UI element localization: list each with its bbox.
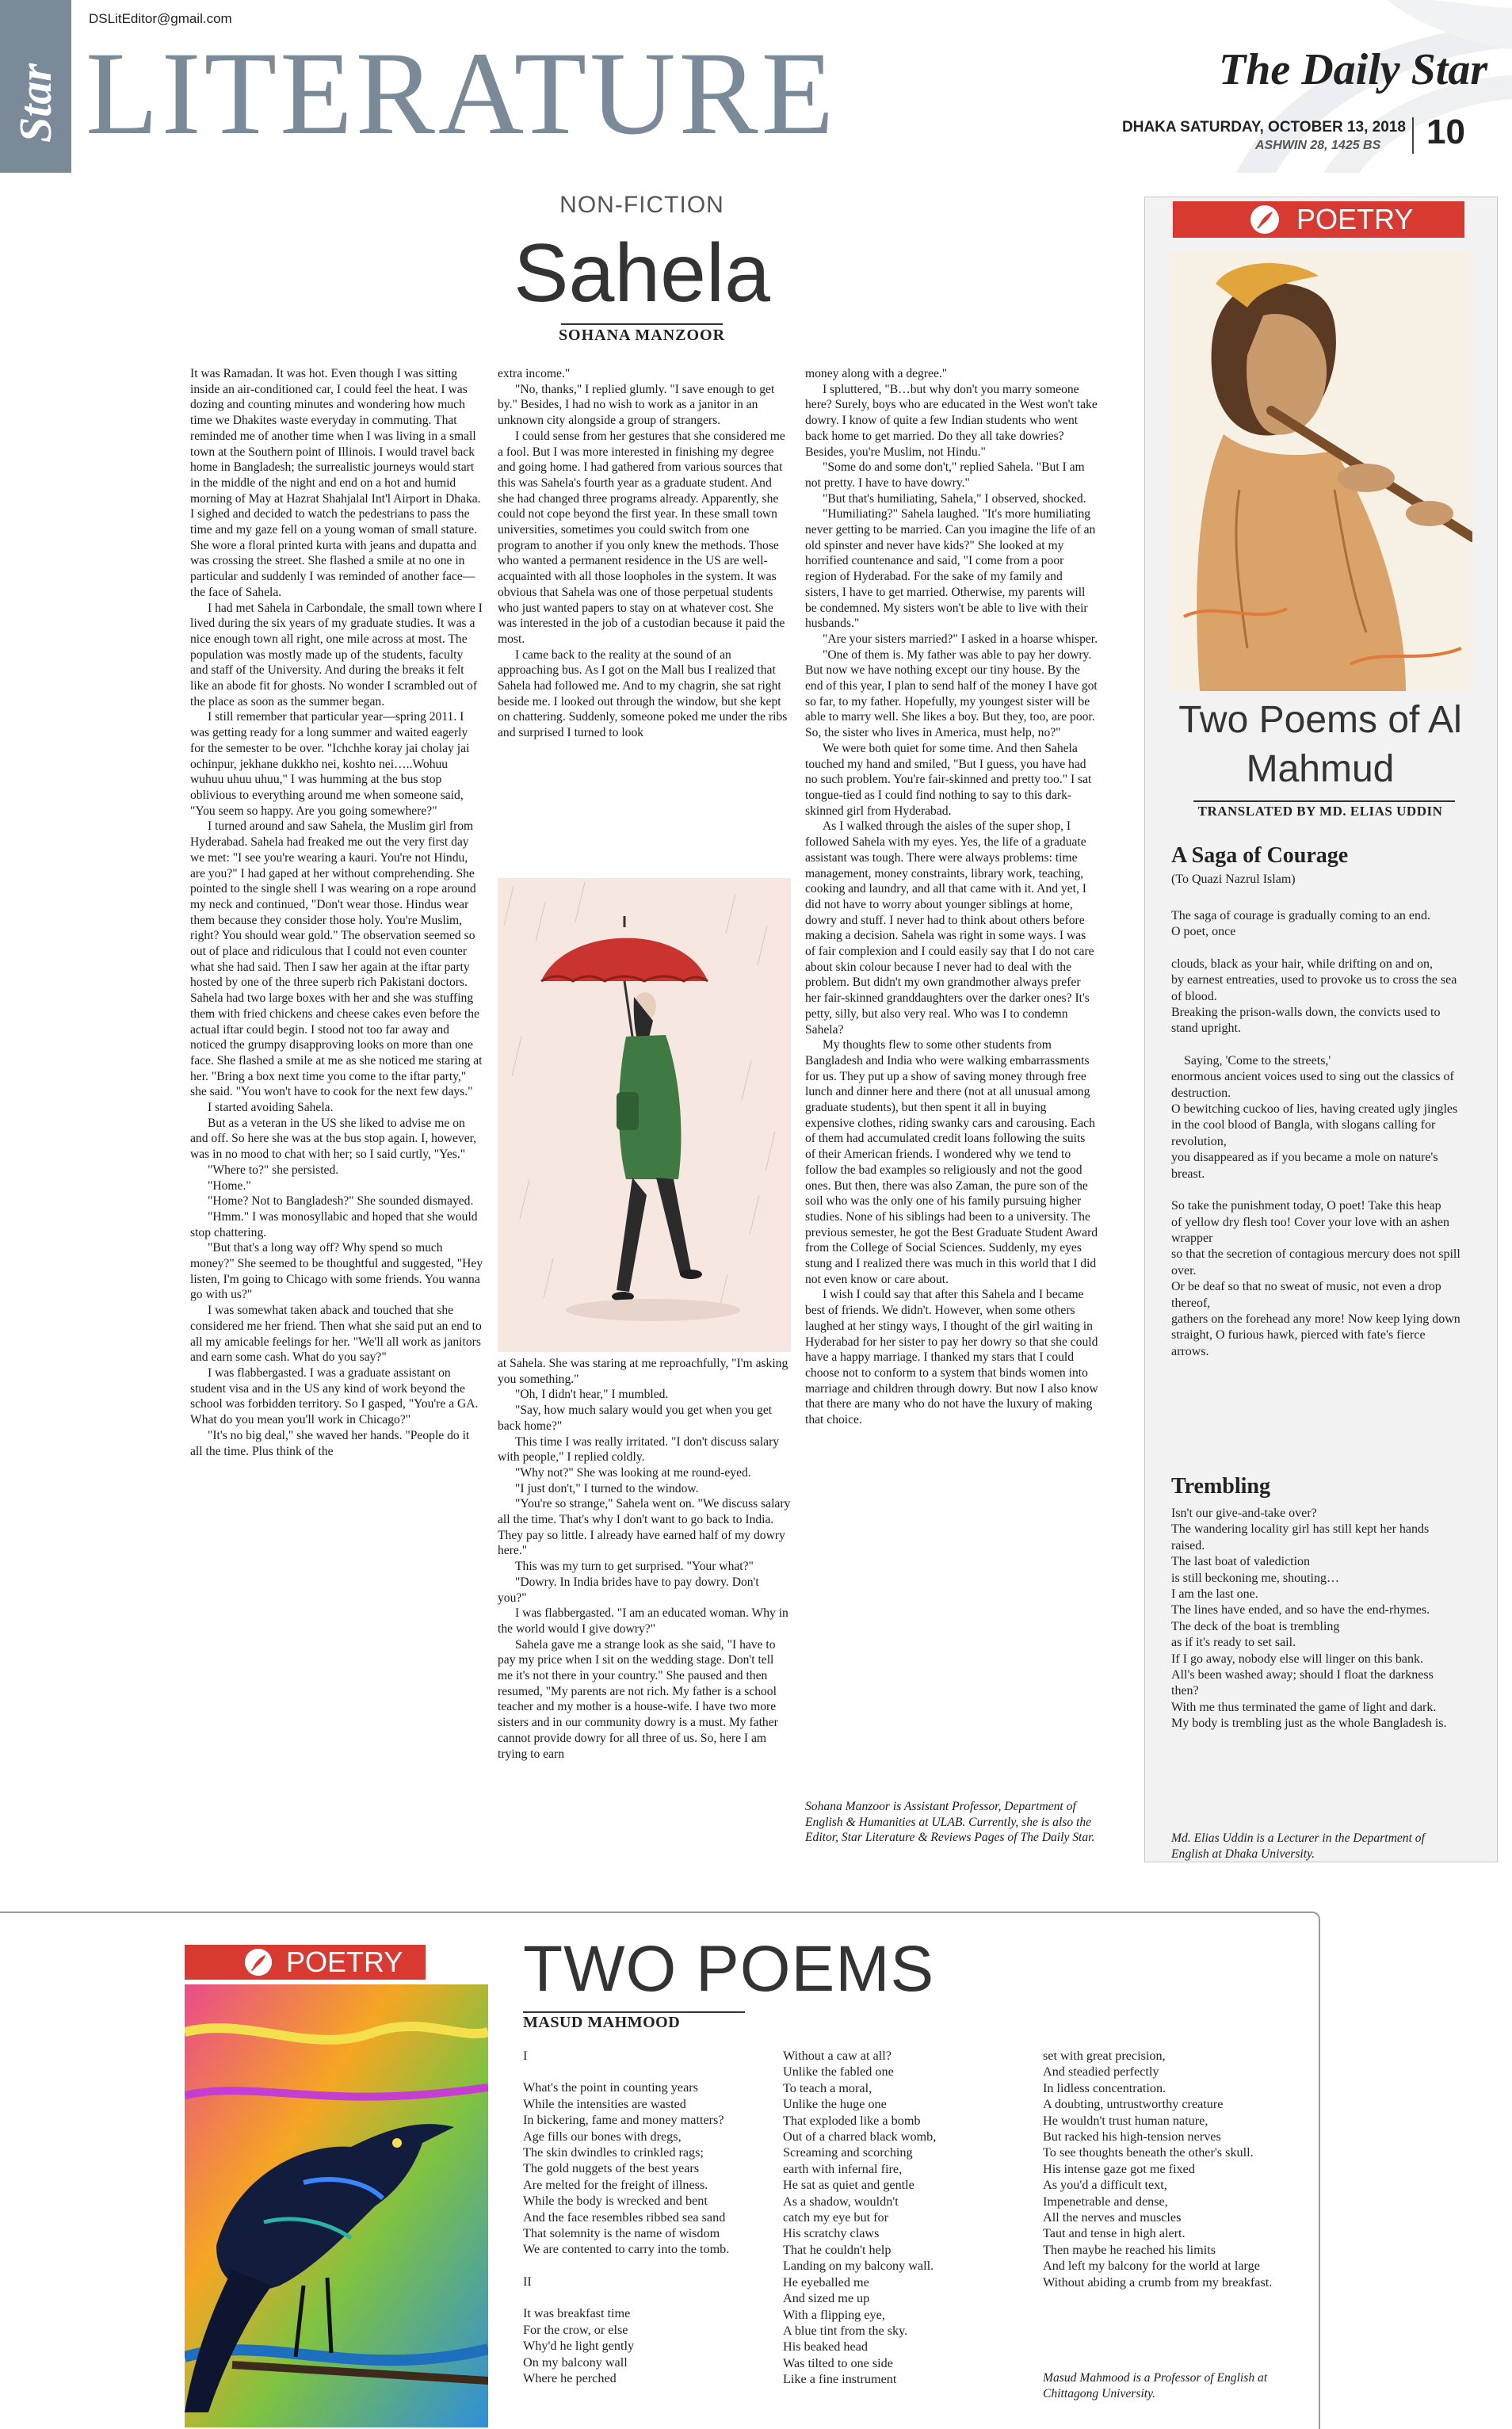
sidebar-title: Two Poems of Al Mahmud [1178, 699, 1462, 790]
poetry-tag-bottom-label: POETRY [286, 1946, 403, 1978]
quill-icon [243, 1947, 273, 1977]
woman-with-umbrella-illustration [498, 878, 791, 1352]
poetry-tag-bottom [185, 1945, 426, 1980]
bottom-title-divider [523, 2011, 745, 2013]
article-column-2-continued: at Sahela. She was staring at me reproachfully, "I'm asking you something." "Oh, I didn't hear," I mumbled. "Say, how much salary would you get when you get back home?" This time I was really irritated. "I don't discuss salary with people," I replied coldly. "Why not?" She was looking at me round-eyed. "I just don't," I turned to the window. "You're so strange," Sahela went on. "We discuss salary all the time. That's why I don't want to go back to India. They pay so little. I already have earned half of my dowry here." This was my turn to get surprised. "Your what?" "Dowry. In India brides have to pay dowry. Don't you?" I was flabbergasted. "I am an educated woman. Why in the world would I give dowry?" Sahela gave me a strange look as she said, "I have to pay my price when I sit on the wedding stage. Don't tell me it's not there in your country." She paused and then resumed, "My parents are not rich. My father is a school teacher and my mother is a house-wife. I have two more sisters and in our community dowry is a must. My father cannot provide dowry for all three of us. So, here I am trying to earn [498, 1357, 791, 1761]
bottom-title: TWO POEMS [523, 1933, 935, 2005]
poem-saga-of-courage: The saga of courage is gradually coming to an end. O poet, once clouds, black as your hair, while drifting on and on, by earnest entreaties, used to provoke us to cross the sea of blood. Breaking the prison-walls down, the convicts used to stand upright. Saying, 'Come to the streets,' enormous ancient voices used to sing out the classics of destruction. O bewitching cuckoo of lies, having created ugly jingles in the cool blood of Bangla, with slogans calling for revolution, you disappeared as if you became a mole on nature's breast. So take the punishment today, O poet! Take this heap of yellow dry flesh too! Cover your love with an ashen wrapper so that the secretion of contagious mercury does not spill over. Or be deaf so that no sweat of music, not even a drop thereof, gathers on the forehead any more! Now keep lying down straight, O furious hawk, pierced with fate's fierce arrows. [1171, 909, 1460, 1358]
poetry-tag [1173, 201, 1464, 238]
feature-kicker: NON-FICTION [559, 192, 724, 218]
poem-column-1: I What's the point in counting years While the intensities are wasted In bickering, fame and money matters? Age fills our bones with dregs, The skin dwindles to crinkled rags; The gold nuggets of the best years Are melted for the freight of illness. While the body is wrecked and bent And the face resembles ribbed sea sand That solemnity is the name of wisdom We are contented to carry into the tomb. II It was breakfast time For the crow, or else Why'd he light gently On my balcony wall Where he perched [523, 2049, 730, 2385]
poet-bio-masud: Masud Mahmood is a Professor of English at Chittagong University. [1043, 2371, 1268, 2400]
translator-bio: Md. Elias Uddin is a Lecturer in the Department of English at Dhaka University. [1171, 1831, 1425, 1861]
quill-icon [1249, 204, 1281, 235]
poem-trembling: Isn't our give-and-take over? The wandering locality girl has still kept her hands raised. The last boat of valediction is still beckoning me, shouting… I am the last one. The lines have ended, and so have the end-rhymes. The deck of the boat is trembling as if it's ready to set sail. If I go away, nobody else will linger on this bank. All's been washed away; should I float the darkness then? With me thus terminated the game of light and dark. My body is trembling just as the whole Bangladesh is. [1171, 1507, 1447, 1731]
article-column-3: money along with a degree." I spluttered, "B…but why don't you marry someone here? Surely, boys who are educated in the West won't take dowry. I know of quite a few Indian students who went back home to get married. Do they all take dowries? Besides, you're Muslim, not Hindu." "Some do and some don't," replied Sahela. "But I am not pretty. I have to have dowry." "But that's humiliating, Sahela," I observed, shocked. "Humiliating?" Sahela laughed. "It's more humiliating never getting to be married. Can you imagine the life of an old spinster and never have kids?" She looked at my horrified countenance and said, "I come from a poor region of Hyderabad. For the sake of my family and sisters, I have to get married. Otherwise, my parents will be condemned. My sisters won't be able to live with their husbands." "Are your sisters married?" I asked in a hoarse whisper. "One of them is. My father was able to pay her dowry. But now we have nothing except our tiny house. By the end of this year, I plan to send half of the money I have got so far, to my father. Hopefully, my youngest sister will be able to marry well. She likes a boy. But they, too, are poor. So, the sister who lives in America, must help, no?" We were both quiet for some time. And then Sahela touched my hand and smiled, "But I guess, you have had no such problem. You're fair-skinned and pretty too." I sat tongue-tied as I could find nothing to say to this dark-skinned girl from Hyderabad. As I walked through the aisles of the super shop, I followed Sahela with my eyes. Yes, the life of a graduate assistant was tough. There were always problems: time management, money constraints, library work, teaching, cooking and laundry, and all that came with it. And yet, I did not have to worry about younger siblings at home, dowry and stuff. I never had to think about others before making a decision. Sahela was right in some ways. I was of fair complexion and I could easily say that I do not care about skin colour because I never had to deal with the problem. But didn't my own grandmother always prefer her fair-skinned granddaughters over the darker ones? It's petty, silly, but also very real. Who was I to condemn Sahela? My thoughts flew to some other students from Bangladesh and India who were walking embarrassments for us. They put up a show of saving money through free lunch and dinner here and there (not at all unusual among graduate students), but then spent it all in buying expensive clothes, riding swanky cars and carousing. Each of them had accumulated credit loans following the suits of their American friends. I wondered why we tend to follow the bad examples so religiously and not the good ones. But then, there was also Zaman, the pure son of the soil who was the only one of his family pursuing higher studies. None of his siblings had been to a university. The previous semester, he got the Best Graduate Student Award from the College of Social Sciences. Suddenly, my eyes stung and I realized there was much in this world that I did not even know or care about. I wish I could say that after this Sahela and I became best of friends. We didn't. However, when some others laughed at her stingy ways, I thought of the girl waiting in Hyderabad for her sister to pay her dowry so that she could have a happy marriage. I thanked my stars that I could choose not to conform to a system that binds women into marriage and children through dowry. But now I also know that there are many who do not have the luxury of making that choice. [805, 367, 1098, 1427]
crow-painting-illustration [185, 1984, 488, 2427]
article-column-2: extra income." "No, thanks," I replied glumly. "I save enough to get by." Besides, I had no wish to work as a janitor in an unknown city alongside a group of strangers. I could sense from her gestures that she considered me a fool. But I was more interested in finishing my degree and going home. I had gathered from various sources that this was Sahela's fourth year as a graduate student. And she had changed three programs already. Apparently, she could not cope beyond the first year. In these small town universities, sometimes you could switch from one program to another if you only knew the methods. Those who wanted a permanent residence in the US are well-acquainted with all those loopholes in the system. It was obvious that Sahela was one of those perpetual students who just wanted papers to stay on at whatever cost. She was interested in the job of a custodian because it paid the most. I came back to the reality at the sound of an approaching bus. As I got on the Mall bus I realized that Sahela had followed me. And to my chagrin, she sat right beside me. I looked out through the window, but she kept on chattering. Suddenly, someone poked me under the ribs and surprised I turned to look [498, 367, 788, 740]
poem-column-2: Without a caw at all? Unlike the fabled one To teach a moral, Unlike the huge one That exploded like a bomb Out of a charred black womb, Screaming and scorching earth with infernal fire, He sat as quiet and gentle As a shadow, wouldn't catch my eye but for His scratchy claws That he couldn't help Landing on my balcony wall. He eyeballed me And sized me up With a flipping eye, A blue tint from the sky. His beaked head Was tilted to one side Like a fine instrument [783, 2049, 937, 2387]
section-title: LITERATURE [86, 28, 838, 159]
contact-email[interactable]: DSLitEditor@gmail.com [89, 11, 232, 26]
poem-title-trembling: Trembling [1171, 1474, 1270, 1499]
poem-dedication: (To Quazi Nazrul Islam) [1171, 873, 1296, 886]
issue-date: DHAKA SATURDAY, OCTOBER 13, 2018 [1122, 119, 1406, 136]
newspaper-brand: The Daily Star [1219, 45, 1488, 94]
article-column-1: It was Ramadan. It was hot. Even though I was sitting inside an air-conditioned car, I could feel the heat. I was dozing and counting minutes and wondering how much time we Dhakites waste everyday in commuting. That reminded me of another time when I was living in a small town at the Southern point of Illinois. I would travel back home in Bangladesh; the surrealistic journeys would start in the middle of the night and end on a hot and humid morning of May at Hazrat Shahjalal Int'l Airport in Dhaka. I sighed and decided to watch the pedestrians to pass the time and my gaze fell on a young woman of small stature. She wore a floral printed kurta with jeans and dupatta and was crossing the street. She flashed a smile at no one in particular and suddenly I was reminded of another face—the face of Sahela. I had met Sahela in Carbondale, the small town where I lived during the six years of my graduate studies. It was a nice enough town all right, one mile across at most. The population was mostly made up of the students, faculty and staff of the University. And during the breaks it felt like an abode fit for ghosts. No wonder I scrambled out of the place as soon as the summer began. I still remember that particular year—spring 2011. I was getting ready for a long summer and waited eagerly for the semester to be over. "Ichchhe koray jai cholay jai ochinpur, jekhane dukkho nei, koshto nei…..Wohuu wuhuu uhuu uhuu," I was humming at the bus stop oblivious to everything around me when someone said, "You seem so happy. Are you going somewhere?" I turned around and saw Sahela, the Muslim girl from Hyderabad. Sahela had freaked me out the very first day we met: "I see you're wearing a kauri. You're not Hindu, are you?" I had gaped at her without comprehending. She pointed to the single shell I was wearing on a rope around my neck and continued, "Don't wear those. Hindus wear them because they consider those holy. You're Muslim, right? You should wear gold." The observation seemed so out of place and ridiculous that I could not even counter what she had said. Then I saw her again at the iftar party hosted by one of the three superb rich Pakistani doctors. Sahela had two large boxes with her and she was stuffing them with fried chickens and cheese cakes even before the actual iftar could begin. I stood not too far away and noticed the grumpy disapproving looks on more than one face. She flashed a smile at me as she noticed me staring at her. "Bring a box next time you come to the iftar party," she said. "You won't have to cook for the next few days." I started avoiding Sahela. But as a veteran in the US she liked to advise me on and off. So here she was at the bus stop again. I, however, was in no mood to chat with her; so I said curtly, "Yes." "Where to?" she persisted. "Home." "Home? Not to Bangladesh?" She sounded dismayed. "Hmm." I was monosyllabic and hoped that she would stop chattering. "But that's a long way off? Why spend so much money?" She seemed to be thoughtful and suggested, "Hey listen, I'm going to Chicago with some friends. You wanna go with us?" I was somewhat taken aback and touched that she considered me her friend. Then what she said put an end to all my amicable feelings for her. "We'll all work as janitors and earn some cash. What do you say?" I was flabbergasted. I was a graduate assistant on student visa and in the US any kind of work beyond the school was forbidden territory. So I gasped, "You're a GA. What do you mean you'll work in Chicago?" "It's no big deal," she waved her hands. "People do it all the time. Plus think of the [190, 367, 483, 1458]
poem-title-saga-of-courage: A Saga of Courage [1171, 843, 1349, 868]
bengali-date: ASHWIN 28, 1425 BS [1255, 139, 1381, 152]
page-number: 10 [1426, 113, 1465, 151]
flute-player-illustration [1168, 252, 1472, 691]
feature-byline: SOHANA MANZOOR [558, 327, 726, 344]
sidebar-title-divider [1193, 800, 1455, 802]
title-divider [561, 323, 723, 325]
poetry-tag-label: POETRY [1296, 203, 1414, 235]
star-logo: Star [10, 63, 61, 143]
feature-title: Sahela [514, 227, 770, 319]
bottom-byline: MASUD MAHMOOD [523, 2014, 681, 2031]
translator-credit: TRANSLATED BY MD. ELIAS UDDIN [1197, 804, 1443, 819]
poem-column-3: set with great precision, And steadied perfectly In lidless concentration. A doubting, untrustworthy creature He wouldn't trust human nature, But racked his high-tension nerves To see thoughts beneath the other's skull. His intense gaze got me fixed As you'd a difficult text, Impenetrable and dense, All the nerves and muscles Taut and tense in high alert. Then maybe he reached his limits And left my balcony for the world at large Without abiding a crumb from my breakfast. [1043, 2049, 1273, 2290]
page-number-divider [1412, 117, 1414, 154]
author-bio-sohana: Sohana Manzoor is Assistant Professor, Department of English & Humanities at ULAB. Currently, she is also the Editor, Star Literature & Reviews Pages of The Daily Star. [805, 1800, 1095, 1845]
